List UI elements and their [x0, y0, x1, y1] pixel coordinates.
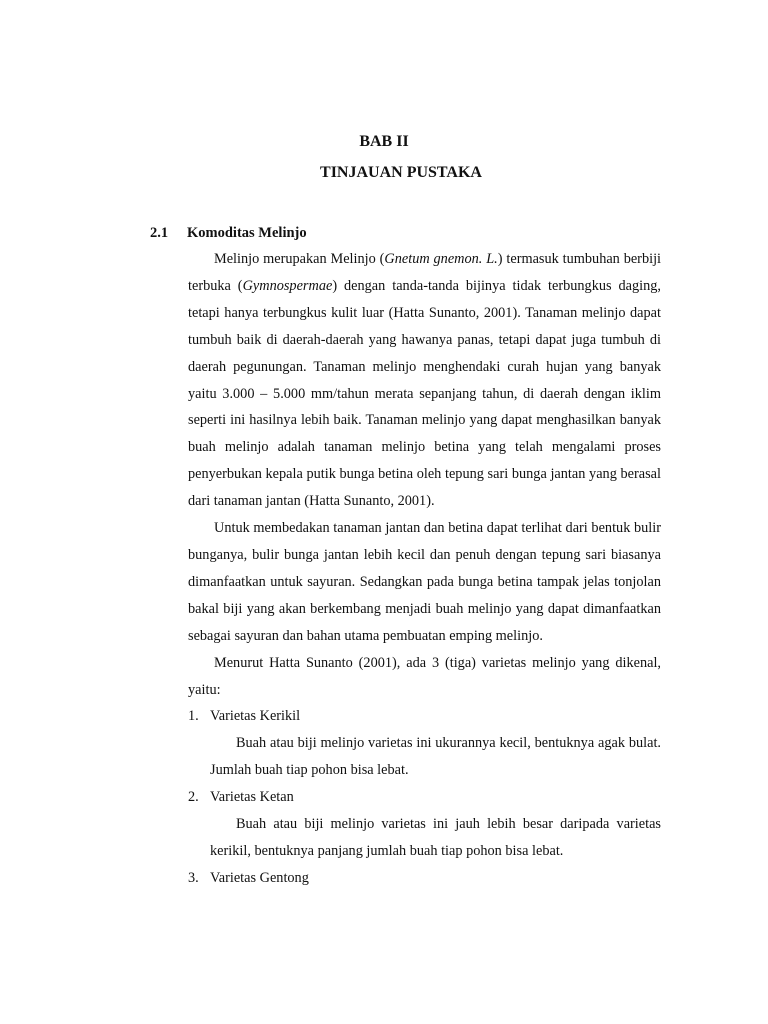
chapter-title: TINJAUAN PUSTAKA — [320, 164, 482, 181]
paragraph-text: Melinjo merupakan Melinjo ( — [214, 251, 385, 267]
list-item — [188, 865, 661, 892]
varieties-list — [188, 703, 661, 891]
list-item — [188, 703, 661, 784]
list-item-name: Varietas Ketan — [210, 789, 294, 806]
list-item-number: 1. — [188, 708, 199, 725]
paragraph-male-female: Untuk membedakan tanaman jantan dan betina dapat terlihat dari bentuk bulir bunganya, bulir bunga jantan lebih kecil dan penuh dengan tepung sari biasanya dimanfaatkan untuk sayuran. Sedangkan pada bunga betina tampak jelas tonjolan bakal biji yang akan berkembang menjadi buah melinjo yang dapat dimanfaatkan sebagai sayuran dan bahan utama pembuatan emping melinjo. — [188, 520, 661, 644]
section-heading — [150, 223, 307, 243]
paragraph-melinjo-description — [188, 246, 661, 515]
species-name: Gnetum gnemon. L. — [384, 251, 498, 267]
list-item-heading — [188, 865, 661, 892]
list-item-number: 2. — [188, 789, 199, 806]
plant-group-name: Gymnospermae — [242, 277, 333, 294]
list-item-name: Varietas Gentong — [210, 869, 309, 886]
list-item-description: Buah atau biji melinjo varietas ini jauh lebih besar daripada varietas kerikil, bentuknya panjang jumlah buah tiap pohon bisa lebat. — [210, 816, 661, 859]
chapter-number: BAB II — [359, 133, 409, 150]
list-item-heading — [188, 703, 661, 730]
section-number: 2.1 — [150, 225, 169, 241]
list-item-number: 3. — [188, 869, 199, 886]
list-item — [188, 784, 661, 865]
section-title: Komoditas Melinjo — [187, 225, 307, 241]
list-item-description: Buah atau biji melinjo varietas ini ukurannya kecil, bentuknya agak bulat. Jumlah buah tiap pohon bisa lebat. — [210, 735, 661, 779]
list-item-name: Varietas Kerikil — [210, 708, 301, 725]
paragraph-text: ) termasuk tumbuhan berbiji terbuka ( — [188, 251, 662, 294]
list-item-heading — [188, 784, 661, 811]
paragraph-varieties-intro: Menurut Hatta Sunanto (2001), ada 3 (tiga) varietas melinjo yang dikenal, yaitu: — [188, 654, 661, 698]
paragraph-text: ) dengan tanda-tanda bijinya tidak terbungkus daging, tetapi hanya terbungkus kulit luar (Hatta Sunanto, 2001). Tanaman melinjo dapat tumbuh baik di daerah-daerah yang hawanya panas, tetapi dapat juga tumbuh di daerah pegunungan. Tanaman melinjo menghendaki curah hujan yang banyak yaitu 3.000 – 5.000 mm/tahun merata sepanjang tahun, di daerah dengan iklim seperti ini hasilnya lebih baik. Tanaman melinjo yang dapat menghasilkan banyak buah melinjo adalah tanaman melinjo betina yang telah mengalami proses penyerbukan kepala putik bunga betina oleh tepung sari bunga jantan yang berasal dari tanaman jantan (Hatta Sunanto, 2001). — [188, 277, 661, 510]
body-text — [188, 246, 661, 892]
